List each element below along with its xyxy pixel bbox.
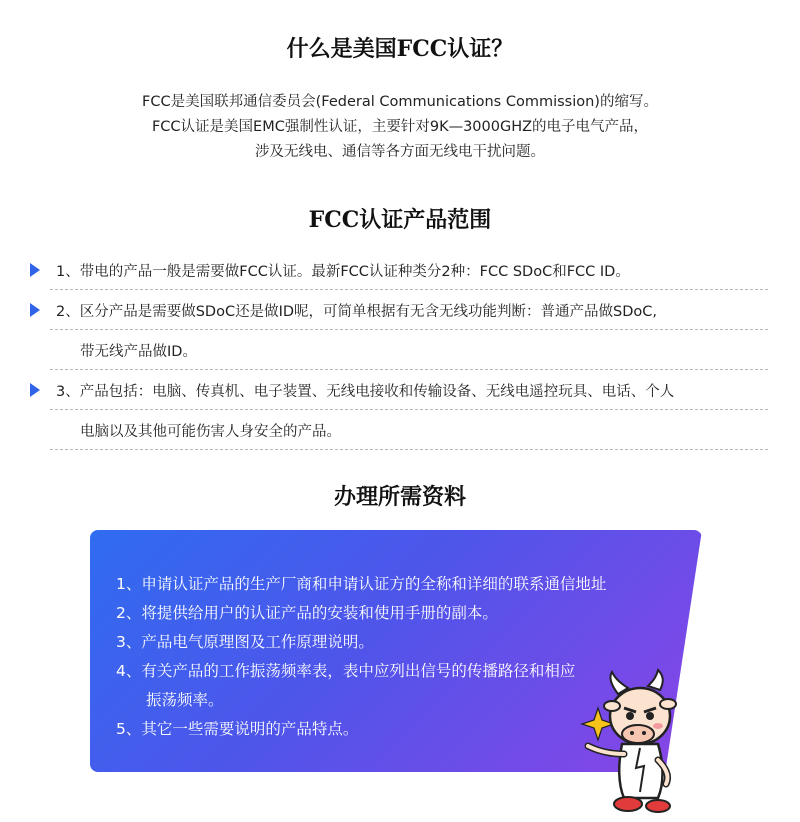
scope-title: FCC认证产品范围	[308, 207, 492, 233]
scope-item-text: 电脑以及其他可能伤害人身安全的产品。	[80, 424, 341, 440]
intro-line: FCC是美国联邦通信委员会(Federal Communications Commission)的缩写。	[142, 94, 658, 110]
intro-line: FCC认证是美国EMC强制性认证，主要针对9K—3000GHZ的电子电气产品，	[151, 119, 649, 135]
scope-item	[50, 290, 768, 330]
bull-mascot-icon	[578, 668, 688, 816]
materials-item: 4、有关产品的工作振荡频率表，表中应列出信号的传播路径和相应	[116, 662, 576, 680]
triangle-bullet-icon	[30, 383, 40, 397]
scope-item	[50, 370, 768, 410]
scope-item-continuation	[50, 410, 768, 450]
materials-item-continuation: 振荡频率。	[146, 691, 224, 709]
fcc-intro	[0, 90, 800, 165]
scope-item-text: 3、产品包括：电脑、传真机、电子装置、无线电接收和传输设备、无线电遥控玩具、电话、个人	[56, 384, 675, 400]
scope-item	[50, 250, 768, 290]
scope-list	[30, 250, 770, 450]
what-is-fcc-title: 什么是美国FCC认证？	[286, 36, 514, 62]
materials-item: 3、产品电气原理图及工作原理说明。	[116, 633, 374, 651]
materials-item: 2、将提供给用户的认证产品的安装和使用手册的副本。	[116, 604, 498, 622]
materials-title: 办理所需资料	[333, 485, 466, 510]
intro-line: 涉及无线电、通信等各方面无线电干扰问题。	[255, 144, 545, 160]
scope-item-text: 1、带电的产品一般是需要做FCC认证。最新FCC认证种类分2种：FCC SDoC和FCC ID。	[56, 264, 630, 280]
triangle-bullet-icon	[30, 303, 40, 317]
triangle-bullet-icon	[30, 263, 40, 277]
materials-item: 5、其它一些需要说明的产品特点。	[116, 720, 359, 738]
scope-item-continuation	[50, 330, 768, 370]
materials-list	[116, 570, 606, 744]
scope-item-text: 2、区分产品是需要做SDoC还是做ID呢，可简单根据有无含无线功能判断：普通产品做SDoC,	[56, 304, 658, 320]
scope-item-text: 带无线产品做ID。	[80, 344, 197, 360]
materials-item: 1、申请认证产品的生产厂商和申请认证方的全称和详细的联系通信地址	[116, 575, 607, 593]
